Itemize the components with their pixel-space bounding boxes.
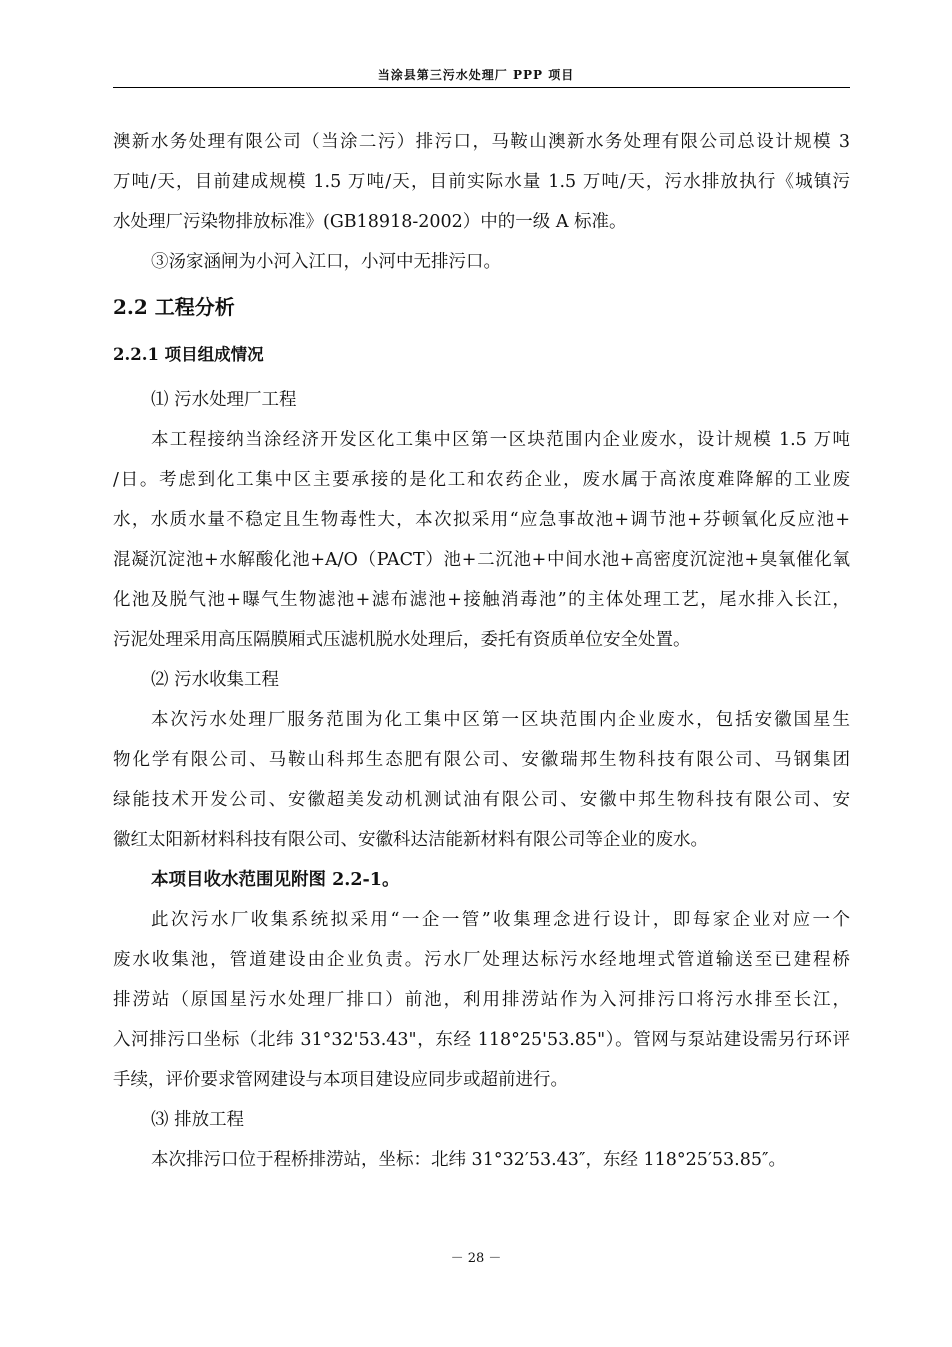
paragraph-line: 水处理厂污染物排放标准》(GB18918-2002）中的一级 A 标准。	[113, 212, 627, 232]
paragraph-line: 废水收集池，管道建设由企业负责。污水厂处理达标污水经地埋式管道输送至已建程桥	[113, 950, 850, 970]
page-body	[113, 122, 850, 1180]
paragraph-line: /日。考虑到化工集中区主要承接的是化工和农药企业，废水属于高浓度难降解的工业废	[113, 470, 850, 490]
section-heading: 2.2 工程分析	[113, 295, 235, 319]
paragraph-line: 化池及脱气池+曝气生物滤池+滤布滤池+接触消毒池”的主体处理工艺，尾水排入长江，	[113, 590, 850, 610]
paragraph-line: 本次排污口位于程桥排涝站，坐标：北纬 31°32′53.43″，东经 118°25′53.85″。	[151, 1150, 787, 1170]
part3-heading: ⑶ 排放工程	[151, 1110, 245, 1130]
subsection-heading: 2.2.1 项目组成情况	[113, 345, 264, 364]
paragraph-line: 本次污水处理厂服务范围为化工集中区第一区块范围内企业废水，包括安徽国星生	[151, 710, 850, 730]
header-divider	[113, 87, 850, 88]
paragraph-line: 徽红太阳新材料科技有限公司、安徽科达洁能新材料有限公司等企业的废水。	[113, 830, 708, 850]
paragraph-line: 此次污水厂收集系统拟采用“一企一管”收集理念进行设计，即每家企业对应一个	[151, 910, 850, 930]
paragraph-line: 排涝站（原国星污水处理厂排口）前池，利用排涝站作为入河排污口将污水排至长江，	[113, 990, 850, 1010]
part1-heading: ⑴ 污水处理厂工程	[151, 390, 297, 410]
paragraph-line: 手续，评价要求管网建设与本项目建设应同步或超前进行。	[113, 1070, 568, 1090]
paragraph-line: 物化学有限公司、马鞍山科邦生态肥有限公司、安徽瑞邦生物科技有限公司、马钢集团	[113, 750, 850, 770]
paragraph-line: 混凝沉淀池+水解酸化池+A/O（PACT）池+二沉池+中间水池+高密度沉淀池+臭氧催化氧	[113, 550, 850, 570]
part2-heading: ⑵ 污水收集工程	[151, 670, 280, 690]
paragraph-line: 万吨/天，目前建成规模 1.5 万吨/天，目前实际水量 1.5 万吨/天，污水排放执行《城镇污	[113, 172, 850, 192]
page-number: － 28 －	[450, 1251, 502, 1266]
paragraph-line: 入河排污口坐标（北纬 31°32'53.43"，东经 118°25'53.85"）。管网与泵站建设需另行环评	[113, 1030, 850, 1050]
paragraph-line: 水，水质水量不稳定且生物毒性大，本次拟采用“应急事故池+调节池+芬顿氧化反应池+	[113, 510, 850, 530]
figure-reference-note: 本项目收水范围见附图 2.2-1。	[151, 870, 400, 890]
paragraph-line: 绿能技术开发公司、安徽超美发动机测试油有限公司、安徽中邦生物科技有限公司、安	[113, 790, 850, 810]
paragraph-line: 污泥处理采用高压隔膜厢式压滤机脱水处理后，委托有资质单位安全处置。	[113, 630, 691, 650]
paragraph-line: 澳新水务处理有限公司（当涂二污）排污口，马鞍山澳新水务处理有限公司总设计规模 3	[113, 132, 850, 152]
page-header-title: 当涂县第三污水处理厂 PPP 项目	[377, 68, 575, 82]
paragraph-line: 本工程接纳当涂经济开发区化工集中区第一区块范围内企业废水，设计规模 1.5 万吨	[151, 430, 850, 450]
list-item-3: ③汤家涵闸为小河入江口，小河中无排污口。	[151, 252, 501, 272]
